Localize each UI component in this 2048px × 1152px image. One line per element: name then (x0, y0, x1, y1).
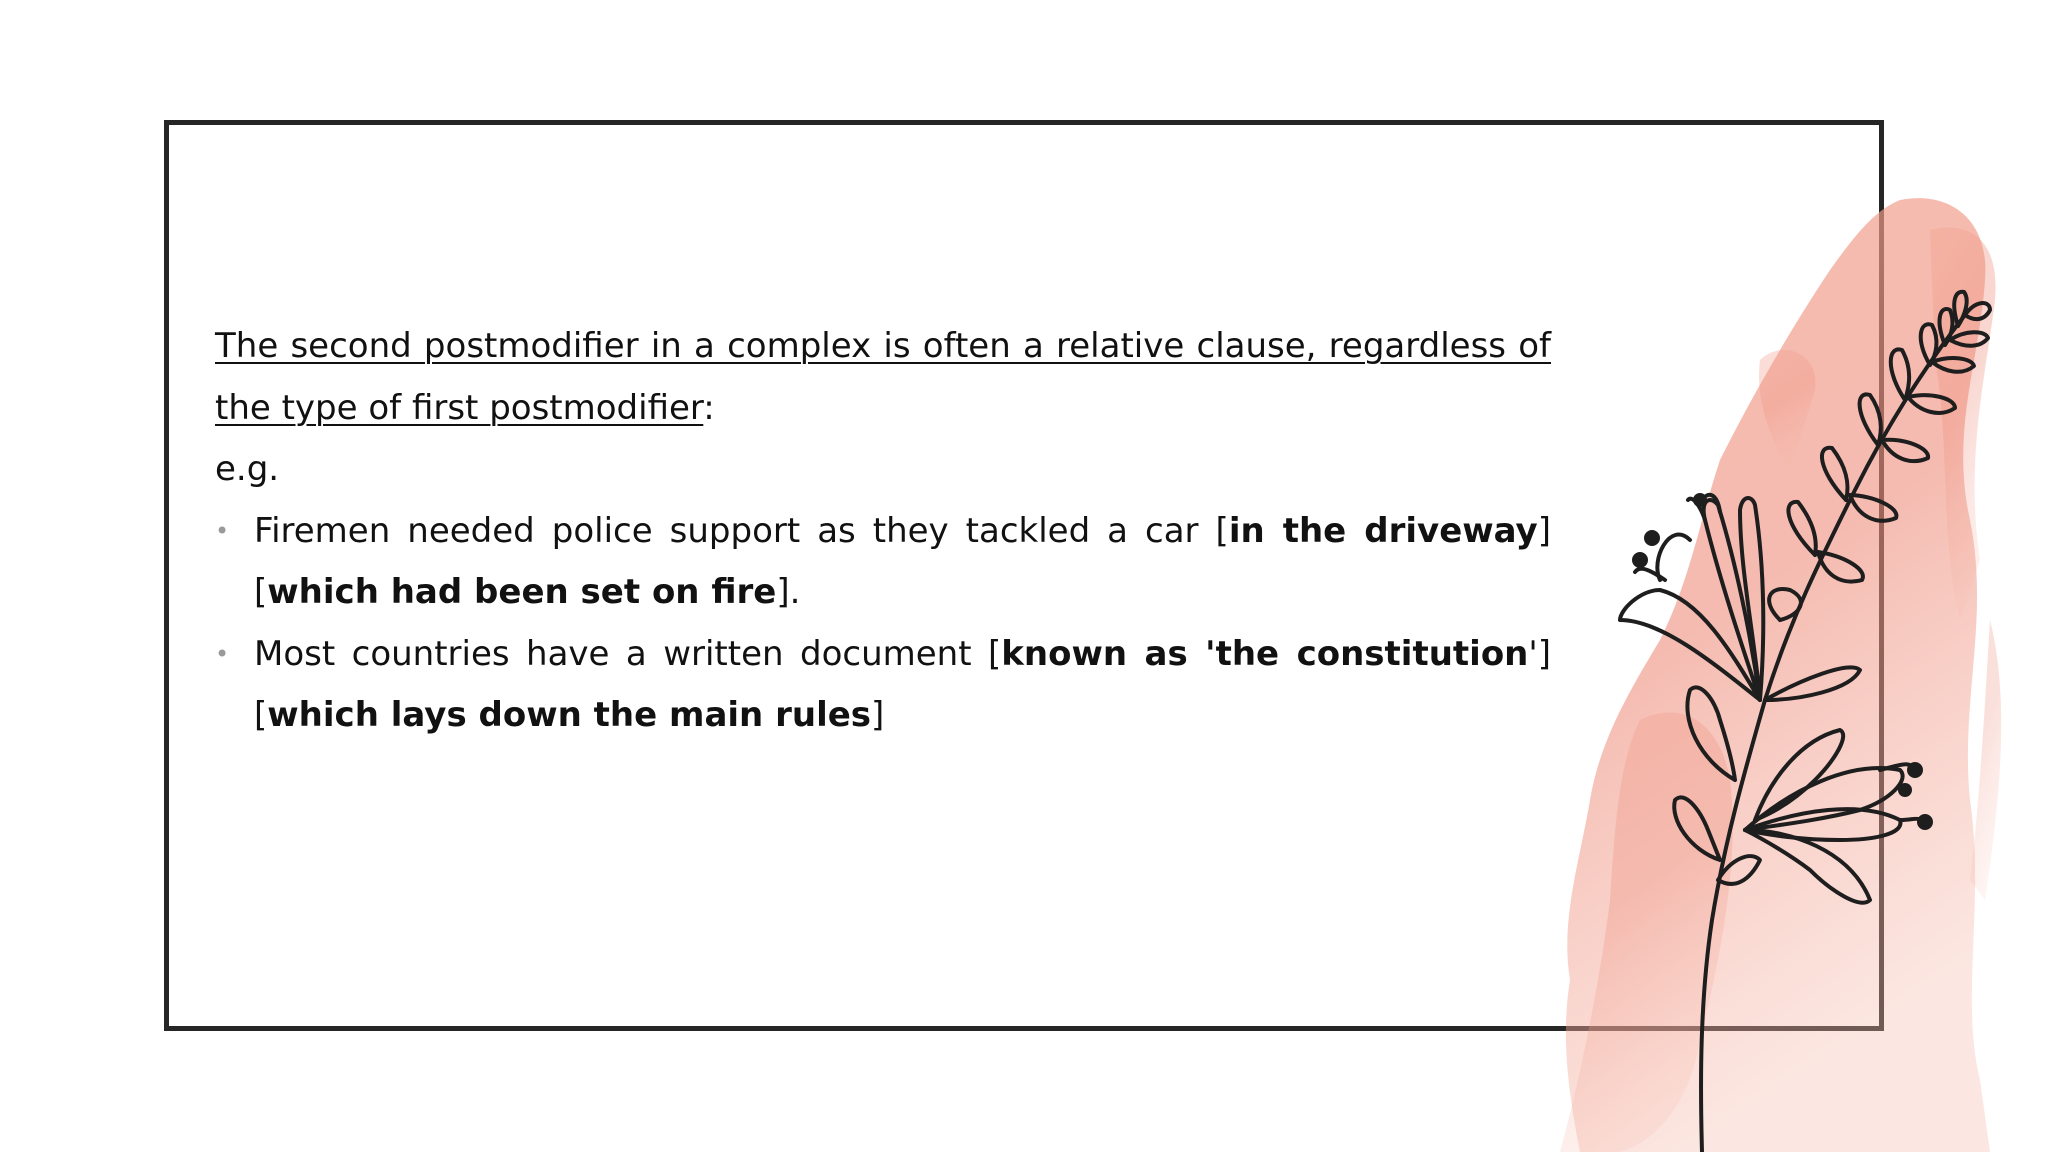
example-item (215, 624, 1551, 747)
example-text: Firemen needed police support as they tackled a car [ (254, 510, 1229, 551)
intro-tail: : (703, 387, 715, 428)
slide-body (215, 316, 1551, 747)
eg-label: e.g. (215, 449, 280, 489)
example-text: '] [ (254, 633, 1552, 735)
intro-underlined-text: The second postmodifier in a complex is often a relative clause, regardless of the type of first postmodifier (215, 326, 1551, 428)
intro-paragraph (215, 316, 1551, 439)
example-text: ] [ (254, 510, 1551, 612)
bullet-icon: • (215, 516, 230, 545)
example-list (215, 501, 1551, 747)
example-text: ]. (776, 572, 801, 612)
example-text: ] (871, 695, 885, 735)
example-bold-phrase: known as 'the constitution (1001, 633, 1529, 674)
example-bold-phrase: in the driveway (1228, 510, 1538, 551)
bullet-icon: • (215, 639, 230, 668)
example-item (215, 501, 1551, 624)
example-text: Most countries have a written document [ (254, 633, 1002, 674)
example-bold-phrase: which lays down the main rules (267, 695, 872, 735)
example-bold-phrase: which had been set on fire (267, 572, 777, 612)
